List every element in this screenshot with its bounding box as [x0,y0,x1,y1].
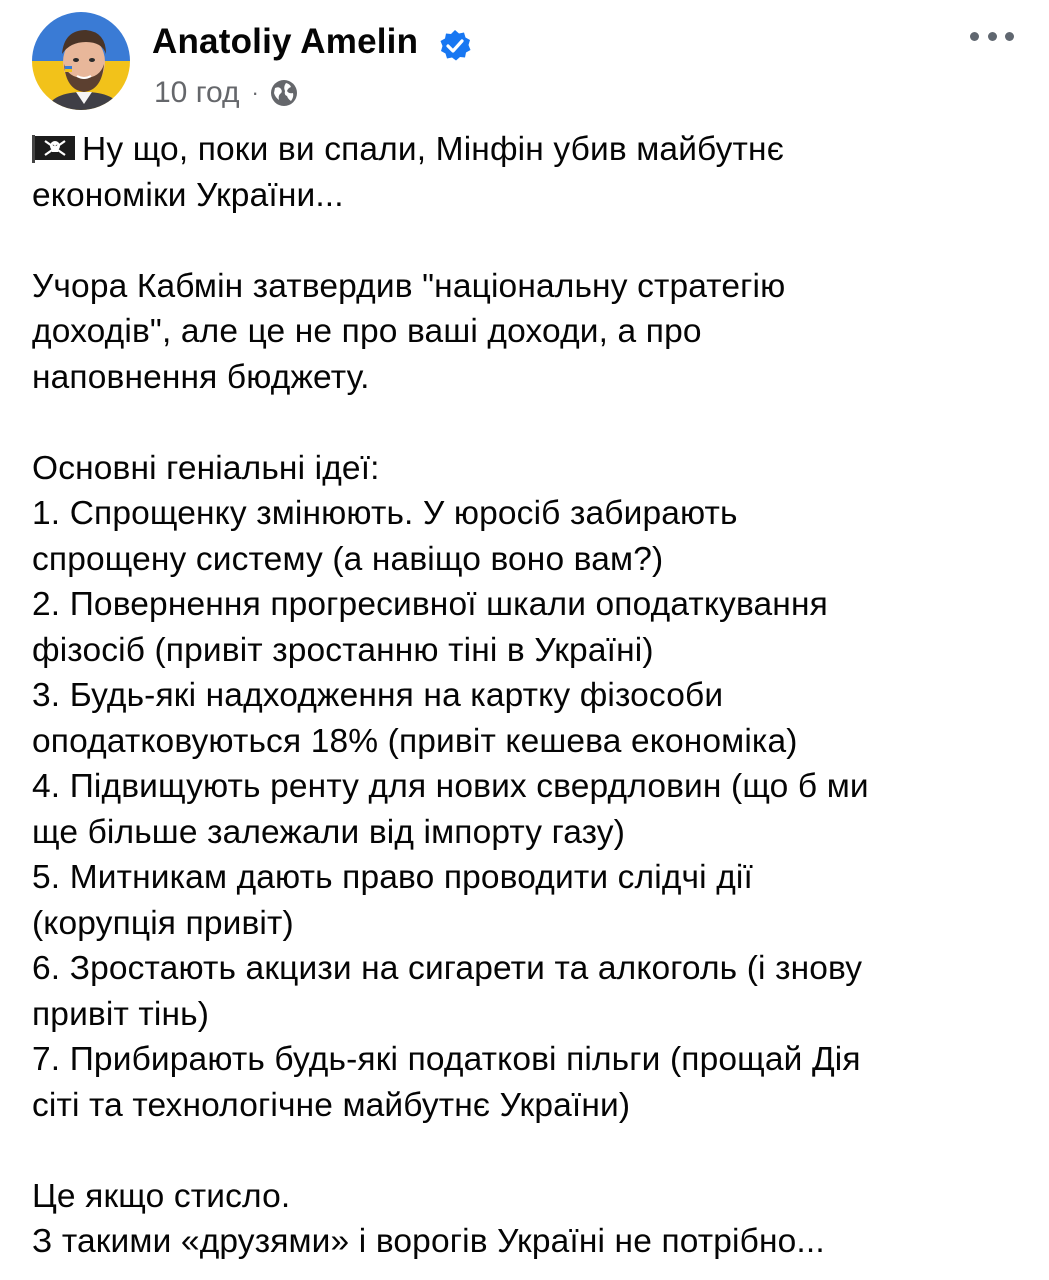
author-name[interactable]: Anatoliy Amelin [152,22,419,61]
text-line: Це якщо стисло. [32,1177,291,1215]
text-line: Учора Кабмін затвердив "національну стратегію [32,267,786,305]
text-line: Основні геніальні ідеї: [32,449,380,487]
text-line: спрощену систему (а навіщо воно вам?) [32,540,664,578]
text-line: фізосіб (привіт зростанню тіні в Україні) [32,631,654,669]
paragraph-gap [32,400,1022,446]
text-line: привіт тінь) [32,995,210,1033]
text-line: З такими «друзями» і ворогів Україні не потрібно... [32,1223,825,1260]
text-line: 4. Підвищують ренту для нових свердловин (що б ми [32,768,869,805]
post-meta [154,76,299,110]
pirate-flag-icon [32,130,76,158]
text-line: 1. Спрощенку змінюють. У юросіб забирають [32,495,738,532]
text-line: 5. Митникам дають право проводити слідчі дії [32,859,753,896]
text-line: 6. Зростають акцизи на сигарети та алкоголь (і знову [32,950,863,987]
post-text [32,127,1022,1265]
text-line: сіті та технологічне майбутнє України) [32,1086,631,1124]
text-line: оподатковуються 18% (привіт кешева економіка) [32,722,798,760]
text-line: 2. Повернення прогресивної шкали оподаткування [32,586,828,623]
text-line: доходів", але це не про ваші доходи, а про [32,313,702,350]
text-line: (корупція привіт) [32,904,294,942]
post-timestamp[interactable]: 10 год [154,76,240,109]
author-avatar[interactable] [32,12,130,110]
text-line: ще більше залежали від імпорту газу) [32,813,626,851]
text-line [32,127,1022,173]
more-options-icon[interactable] [970,28,1014,44]
paragraph-gap [32,1128,1022,1174]
post-header [32,12,1022,112]
more-dot [1005,32,1014,41]
text-line-content: Ну що, поки ви спали, Мінфін убив майбутнє [82,131,784,168]
meta-separator: · [251,80,259,105]
text-line: наповнення бюджету. [32,358,370,396]
paragraph-gap [32,218,1022,264]
more-dot [970,32,979,41]
globe-icon[interactable] [269,78,299,108]
verified-badge-icon [437,28,473,64]
text-line: 7. Прибирають будь-які податкові пільги (прощай Дія [32,1041,861,1078]
text-line: 3. Будь-які надходження на картку фізособи [32,677,724,714]
more-dot [988,32,997,41]
text-line: економіки України... [32,176,344,214]
